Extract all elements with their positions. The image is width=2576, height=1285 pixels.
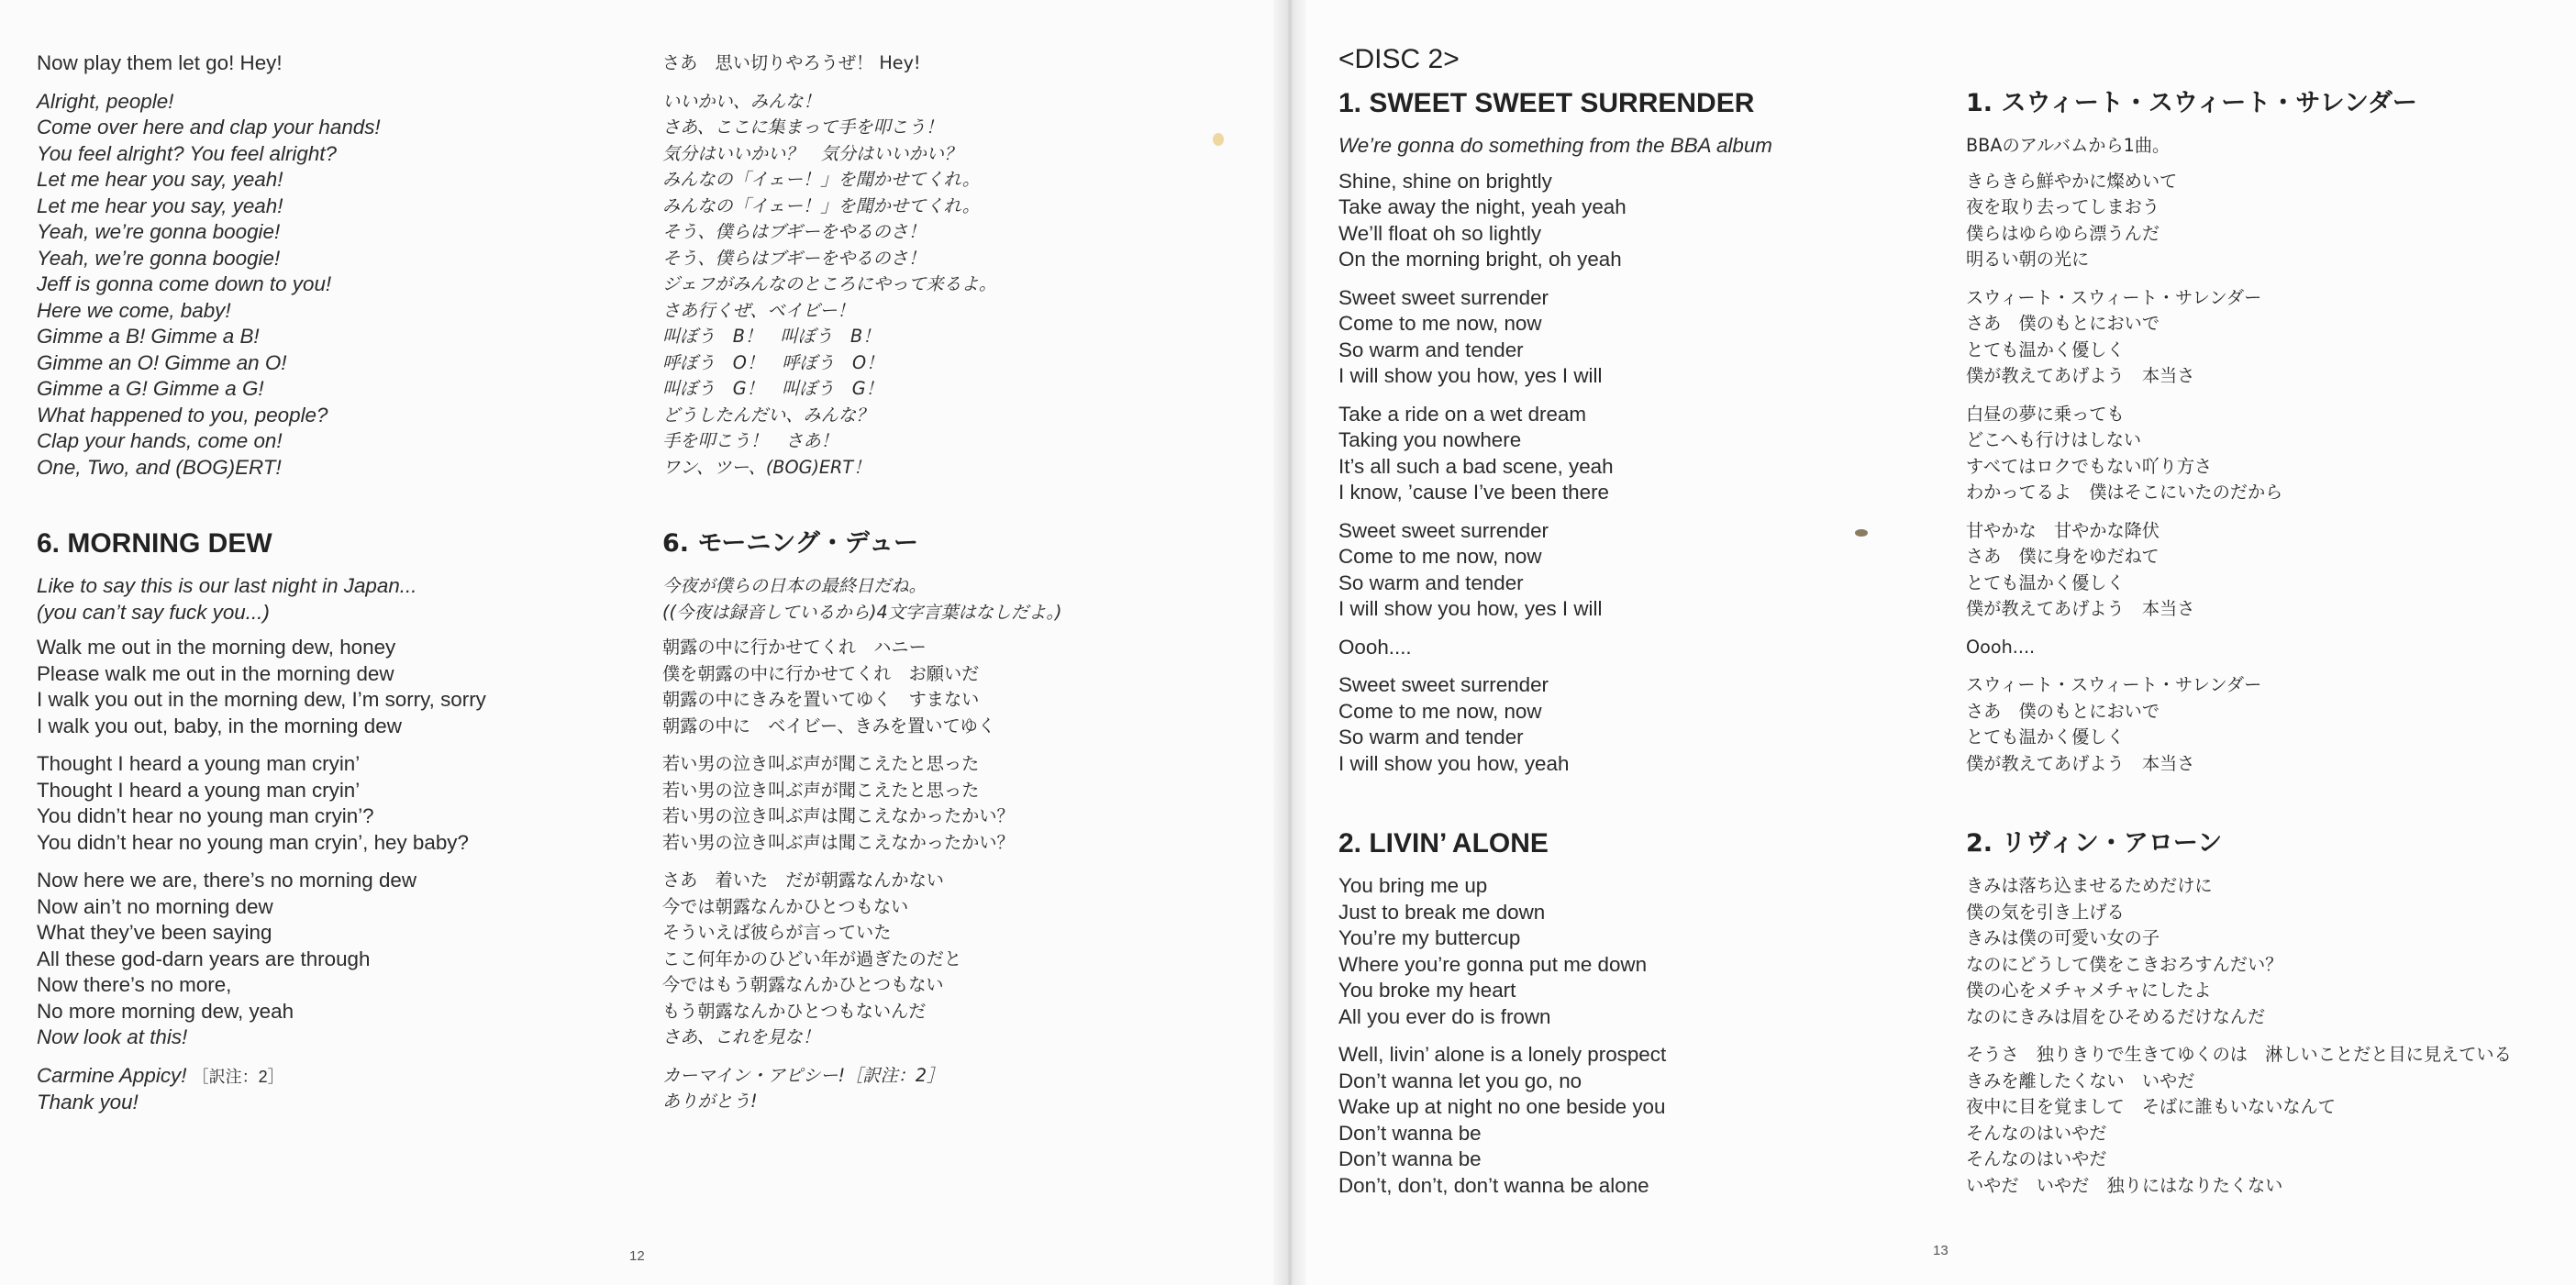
stanza (1966, 1042, 2553, 1199)
lyric-line: すべてはロクでもない吖り方さ (1966, 455, 2213, 477)
stanza (1338, 285, 1926, 390)
song-title: 6. MORNING DEW (37, 528, 272, 559)
stanza (1338, 169, 1926, 273)
lyric-line: さあ、これを見な！ (662, 1026, 820, 1047)
lyric-line: Now there’s no more, (37, 973, 232, 996)
page-number: 12 (629, 1248, 645, 1264)
stanza (1966, 873, 2553, 1030)
lyric-line: いやだ いやだ 独りにはなりたくない (1966, 1174, 2283, 1196)
lyric-line: 叫ぼう B！ 叫ぼう B！ (662, 326, 881, 347)
spoken-intro (662, 573, 1231, 626)
lyric-line: I know, ’cause I’ve been there (1338, 481, 1609, 504)
spoken-intro (1338, 133, 1926, 160)
lyric-line: なのにきみは眉をひそめるだけなんだ (1966, 1005, 2266, 1027)
lyric-line: そう、僕らはブギーをやるのさ！ (662, 221, 927, 242)
lyric-line: 僕を朝露の中に行かせてくれ お願いだ (662, 662, 980, 684)
lyric-line: 気分はいいかい？ 気分はいいかい？ (662, 142, 962, 164)
translator-note: ［訳注：2］ (192, 1067, 284, 1086)
lyric-line: Yeah, we’re gonna boogie! (37, 246, 281, 270)
lyric-line: Gimme an O! Gimme an O! (37, 350, 287, 374)
stanza (37, 50, 624, 77)
lyric-line: Well, livin’ alone is a lonely prospect (1338, 1043, 1667, 1066)
lyric-line: So warm and tender (1338, 570, 1524, 594)
lyric-line: Yeah, we’re gonna boogie! (37, 220, 281, 243)
lyric-line: Shine, shine on brightly (1338, 169, 1552, 193)
lyric-line: I walk you out, baby, in the morning dew (37, 714, 402, 737)
lyric-line: We’ll float oh so lightly (1338, 221, 1542, 245)
lyric-line: みんなの「イェー！」を聞かせてくれ。 (662, 194, 981, 216)
lyric-line: さあ、ここに集まって手を叩こう！ (662, 116, 944, 138)
lyric-line: Clap your hands, come on! (37, 429, 283, 452)
lyric-line: 白昼の夢に乗っても (1966, 403, 2125, 425)
lyric-line: 僕らはゆらゆら漂うんだ (1966, 222, 2160, 244)
lyric-line: ここ何年かのひどい年が過ぎたのだと (662, 947, 962, 969)
lyric-line: So warm and tender (1338, 726, 1524, 748)
lyric-line: 夜中に目を覚まして そばに誰もいないなんて (1966, 1096, 2336, 1117)
lyric-line: Come over here and clap your hands! (37, 116, 381, 138)
lyric-line: さあ 僕のもとにおいで (1966, 700, 2160, 722)
stanza (1338, 873, 1926, 1030)
stanza (1966, 518, 2553, 623)
lyric-line: Gimme a B! Gimme a B! (37, 325, 260, 348)
lyric-line: All these god-darn years are through (37, 947, 371, 970)
lyric-line: All you ever do is frown (1338, 1004, 1551, 1028)
lyric-line: カーマイン・アピシー!［訳注：2］ (662, 1064, 945, 1086)
spoken-outro (37, 1063, 624, 1116)
lyric-line: 明るい朝の光に (1966, 249, 2090, 270)
lyric-line: It’s all such a bad scene, yeah (1338, 454, 1614, 478)
lyric-line: 僕が教えてあげよう 本当さ (1966, 365, 2195, 386)
lyric-line: ((今夜は録音しているから)4文字言葉はなしだよ。) (662, 601, 1062, 623)
lyric-line: On the morning bright, oh yeah (1338, 248, 1622, 271)
lyric-line: 僕が教えてあげよう 本当さ (1966, 752, 2195, 774)
lyric-line: ジェフがみんなのところにやって来るよ。 (662, 273, 997, 294)
lyric-line: さあ 思い切りやろうぜ！ Hey! (662, 52, 921, 73)
stanza (37, 89, 624, 482)
lyric-line: 今では朝露なんかひとつもない (662, 895, 909, 917)
lyric-line: さあ 着いた だが朝露なんかない (662, 870, 944, 891)
left-japanese-column (662, 50, 1231, 1127)
lyric-line: きみは僕の可愛い女の子 (1966, 927, 2160, 948)
lyric-line: 僕の気を引き上げる (1966, 901, 2125, 923)
lyric-line: Here we come, baby! (37, 298, 231, 322)
stanza (1966, 672, 2553, 777)
lyric-line: Sweet sweet surrender (1338, 285, 1549, 309)
lyric-line: 甘やかな 甘やかな降伏 (1966, 519, 2160, 541)
lyric-line: 朝露の中に行かせてくれ ハニー (662, 637, 927, 658)
lyric-line: Let me hear you say, yeah! (37, 194, 283, 217)
lyric-line: そんなのはいやだ (1966, 1148, 2107, 1169)
song-title: 1. スウィート・スウィート・サレンダー (1966, 89, 2417, 117)
lyric-line: そうさ 独りきりで生きてゆくのは 淋しいことだと目に見えている (1966, 1044, 2512, 1065)
lyric-line: わかってるよ 僕はそこにいたのだから (1966, 482, 2283, 503)
lyric-line: 今ではもう朝露なんかひとつもない (662, 974, 944, 995)
lyric-line: そう、僕らはブギーをやるのさ！ (662, 247, 927, 269)
lyric-line: 手を叩こう！ さあ！ (662, 430, 838, 451)
lyric-line: 若い男の泣き叫ぶ声は聞こえなかったかい？ (662, 805, 1015, 826)
left-english-column (37, 50, 624, 1128)
lyric-line: なのにどうして僕をこきおろすんだい？ (1966, 953, 2283, 975)
lyric-line: Walk me out in the morning dew, honey (37, 636, 396, 659)
song-title: 2. LIVIN’ ALONE (1338, 828, 1549, 859)
lyric-line: どこへも行けはしない (1966, 429, 2142, 450)
lyric-line: You didn’t hear no young man cryin’, hey baby? (37, 830, 469, 854)
lyric-line: そういえば彼らが言っていた (662, 922, 892, 943)
lyric-line: Take away the night, yeah yeah (1338, 195, 1627, 218)
stanza (1966, 285, 2553, 390)
lyric-line: スウィート・スウィート・サレンダー (1966, 674, 2262, 695)
lyric-line: Come to me now, now (1338, 545, 1542, 568)
stanza (662, 50, 1231, 77)
lyric-line: さあ行くぜ、ベイビー！ (662, 299, 855, 321)
right-japanese-column (1966, 41, 2553, 1211)
spoken-intro (1966, 133, 2553, 160)
lyric-line: 若い男の泣き叫ぶ声は聞こえなかったかい？ (662, 831, 1015, 853)
lyric-line: Come to me now, now (1338, 699, 1542, 723)
stanza (1338, 1042, 1926, 1199)
lyric-line: 朝露の中にきみを置いてゆく すまない (662, 689, 980, 710)
lyric-line: What they’ve been saying (37, 921, 272, 944)
disc-label: <DISC 2> (1338, 44, 1460, 74)
stanza (662, 751, 1231, 856)
lyric-line: Take a ride on a wet dream (1338, 402, 1587, 426)
lyric-line: 夜を取り去ってしまおう (1966, 196, 2160, 217)
lyric-line: Thought I heard a young man cryin’ (37, 752, 361, 775)
lyric-line: Don’t wanna be (1338, 1121, 1482, 1145)
lyric-line: You didn’t hear no young man cryin’? (37, 804, 374, 827)
lyric-line: ワン、ツー、(BOG)ERT！ (662, 456, 872, 478)
lyric-line: Let me hear you say, yeah! (37, 168, 283, 191)
lyric-line: You bring me up (1338, 874, 1488, 897)
lyric-line: きらきら鮮やかに燦めいて (1966, 170, 2178, 192)
lyric-line: I walk you out in the morning dew, I’m sorry, sorry (37, 688, 486, 711)
song-title: 6. モーニング・デュー (662, 529, 919, 558)
song-title: 2. リヴィン・アローン (1966, 829, 2223, 858)
lyric-line: I will show you how, yes I will (1338, 597, 1603, 620)
lyric-line: そんなのはいやだ (1966, 1122, 2107, 1144)
lyric-line: Now look at this! (37, 1025, 188, 1048)
lyric-line: Where you’re gonna put me down (1338, 952, 1648, 976)
stanza (1966, 402, 2553, 506)
lyric-line: 今夜が僕らの日本の最終日だね。 (662, 575, 927, 596)
lyric-line: So warm and tender (1338, 338, 1524, 361)
lyric-line: みんなの「イェー！」を聞かせてくれ。 (662, 169, 981, 190)
lyric-line: Taking you nowhere (1338, 428, 1522, 451)
stanza (1966, 169, 2553, 273)
lyric-line: きみは落ち込ませるためだけに (1966, 875, 2213, 896)
song-title: 1. SWEET SWEET SURRENDER (1338, 88, 1755, 118)
lyric-line: Now here we are, there’s no morning dew (37, 869, 417, 892)
book-gutter (1273, 0, 1306, 1285)
stanza (1338, 518, 1926, 623)
lyric-line: いいかい、みんな！ (662, 90, 821, 112)
lyric-line: スウィート・スウィート・サレンダー (1966, 286, 2262, 308)
lyric-line: どうしたんだい、みんな？ (662, 404, 874, 426)
lyric-line: もう朝露なんかひとつもないんだ (662, 1000, 927, 1022)
stanza (662, 868, 1231, 1051)
lyric-line: Alright, people! (37, 89, 174, 113)
lyric-line: 若い男の泣き叫ぶ声が聞こえたと思った (662, 779, 980, 801)
lyric-line: You feel alright? You feel alright? (37, 141, 337, 165)
page-number: 13 (1933, 1243, 1949, 1258)
lyric-line: ありがとう! (662, 1091, 758, 1112)
stanza (1338, 635, 1926, 661)
lyric-line: Thought I heard a young man cryin’ (37, 778, 361, 802)
lyric-line: (you can’t say fuck you...) (37, 600, 270, 624)
outro-text: Carmine Appicy! (37, 1063, 187, 1087)
lyric-line: Oooh.... (1966, 636, 2036, 658)
lyric-line: Oooh.... (1338, 635, 1412, 659)
spoken-outro (662, 1063, 1231, 1115)
lyric-line: きみを離したくない いやだ (1966, 1069, 2195, 1091)
lyric-line: Jeff is gonna come down to you! (37, 272, 332, 295)
lyric-line: さあ 僕に身をゆだねて (1966, 546, 2160, 567)
lyric-line: 僕が教えてあげよう 本当さ (1966, 598, 2195, 619)
lyric-line: 呼ぼう O！ 呼ぼう O！ (662, 351, 884, 373)
lyric-line: Like to say this is our last night in Japan... (37, 574, 417, 597)
lyric-line: Sweet sweet surrender (1338, 518, 1549, 542)
lyric-line: One, Two, and (BOG)ERT! (37, 455, 282, 479)
lyric-line: Just to break me down (1338, 900, 1546, 924)
lyric-line: I will show you how, yeah (1338, 751, 1570, 775)
lyric-line (37, 1063, 624, 1091)
lyric-line: No more morning dew, yeah (37, 999, 294, 1023)
lyric-line: What happened to you, people? (37, 403, 328, 426)
lyric-line: Don’t, don’t, don’t wanna be alone (1338, 1173, 1649, 1197)
lyric-line: Please walk me out in the morning dew (37, 661, 394, 685)
lyric-line: 叫ぼう G！ 叫ぼう G！ (662, 378, 883, 399)
lyric-line: We’re gonna do something from the BBA album (1338, 134, 1772, 157)
right-english-column (1338, 41, 1926, 1211)
lyric-line: Wake up at night no one beside you (1338, 1095, 1666, 1118)
stanza (37, 751, 624, 856)
lyric-line: I will show you how, yes I will (1338, 364, 1603, 387)
stanza (662, 89, 1231, 482)
lyric-line: Now ain’t no morning dew (37, 894, 273, 918)
lyric-line: Now play them let go! Hey! (37, 51, 283, 74)
lyric-line: とても温かく優しく (1966, 571, 2125, 593)
stanza (1338, 402, 1926, 506)
lyric-line: とても温かく優しく (1966, 726, 2125, 748)
lyric-line: Thank you! (37, 1091, 139, 1113)
lyric-line: Sweet sweet surrender (1338, 673, 1549, 696)
lyric-line: Don’t wanna let you go, no (1338, 1069, 1582, 1092)
stanza (1338, 672, 1926, 777)
lyric-line: Come to me now, now (1338, 312, 1542, 335)
lyric-line: 朝露の中に ベイビー、きみを置いてゆく (662, 715, 996, 737)
lyric-line: 僕の心をメチャメチャにしたよ (1966, 980, 2212, 1001)
lyric-line: Gimme a G! Gimme a G! (37, 377, 264, 400)
stanza (37, 635, 624, 739)
lyric-line: You’re my buttercup (1338, 926, 1521, 949)
lyric-line: さあ 僕のもとにおいで (1966, 313, 2160, 334)
spoken-intro (37, 573, 624, 626)
stanza (37, 868, 624, 1051)
lyric-line: とても温かく優しく (1966, 338, 2125, 360)
lyric-line: Don’t wanna be (1338, 1147, 1482, 1170)
stanza (662, 635, 1231, 739)
lyric-line: You broke my heart (1338, 979, 1516, 1002)
lyric-line: 若い男の泣き叫ぶ声が聞こえたと思った (662, 753, 980, 774)
lyric-line: BBAのアルバムから1曲。 (1966, 135, 2171, 156)
stanza (1966, 635, 2553, 661)
